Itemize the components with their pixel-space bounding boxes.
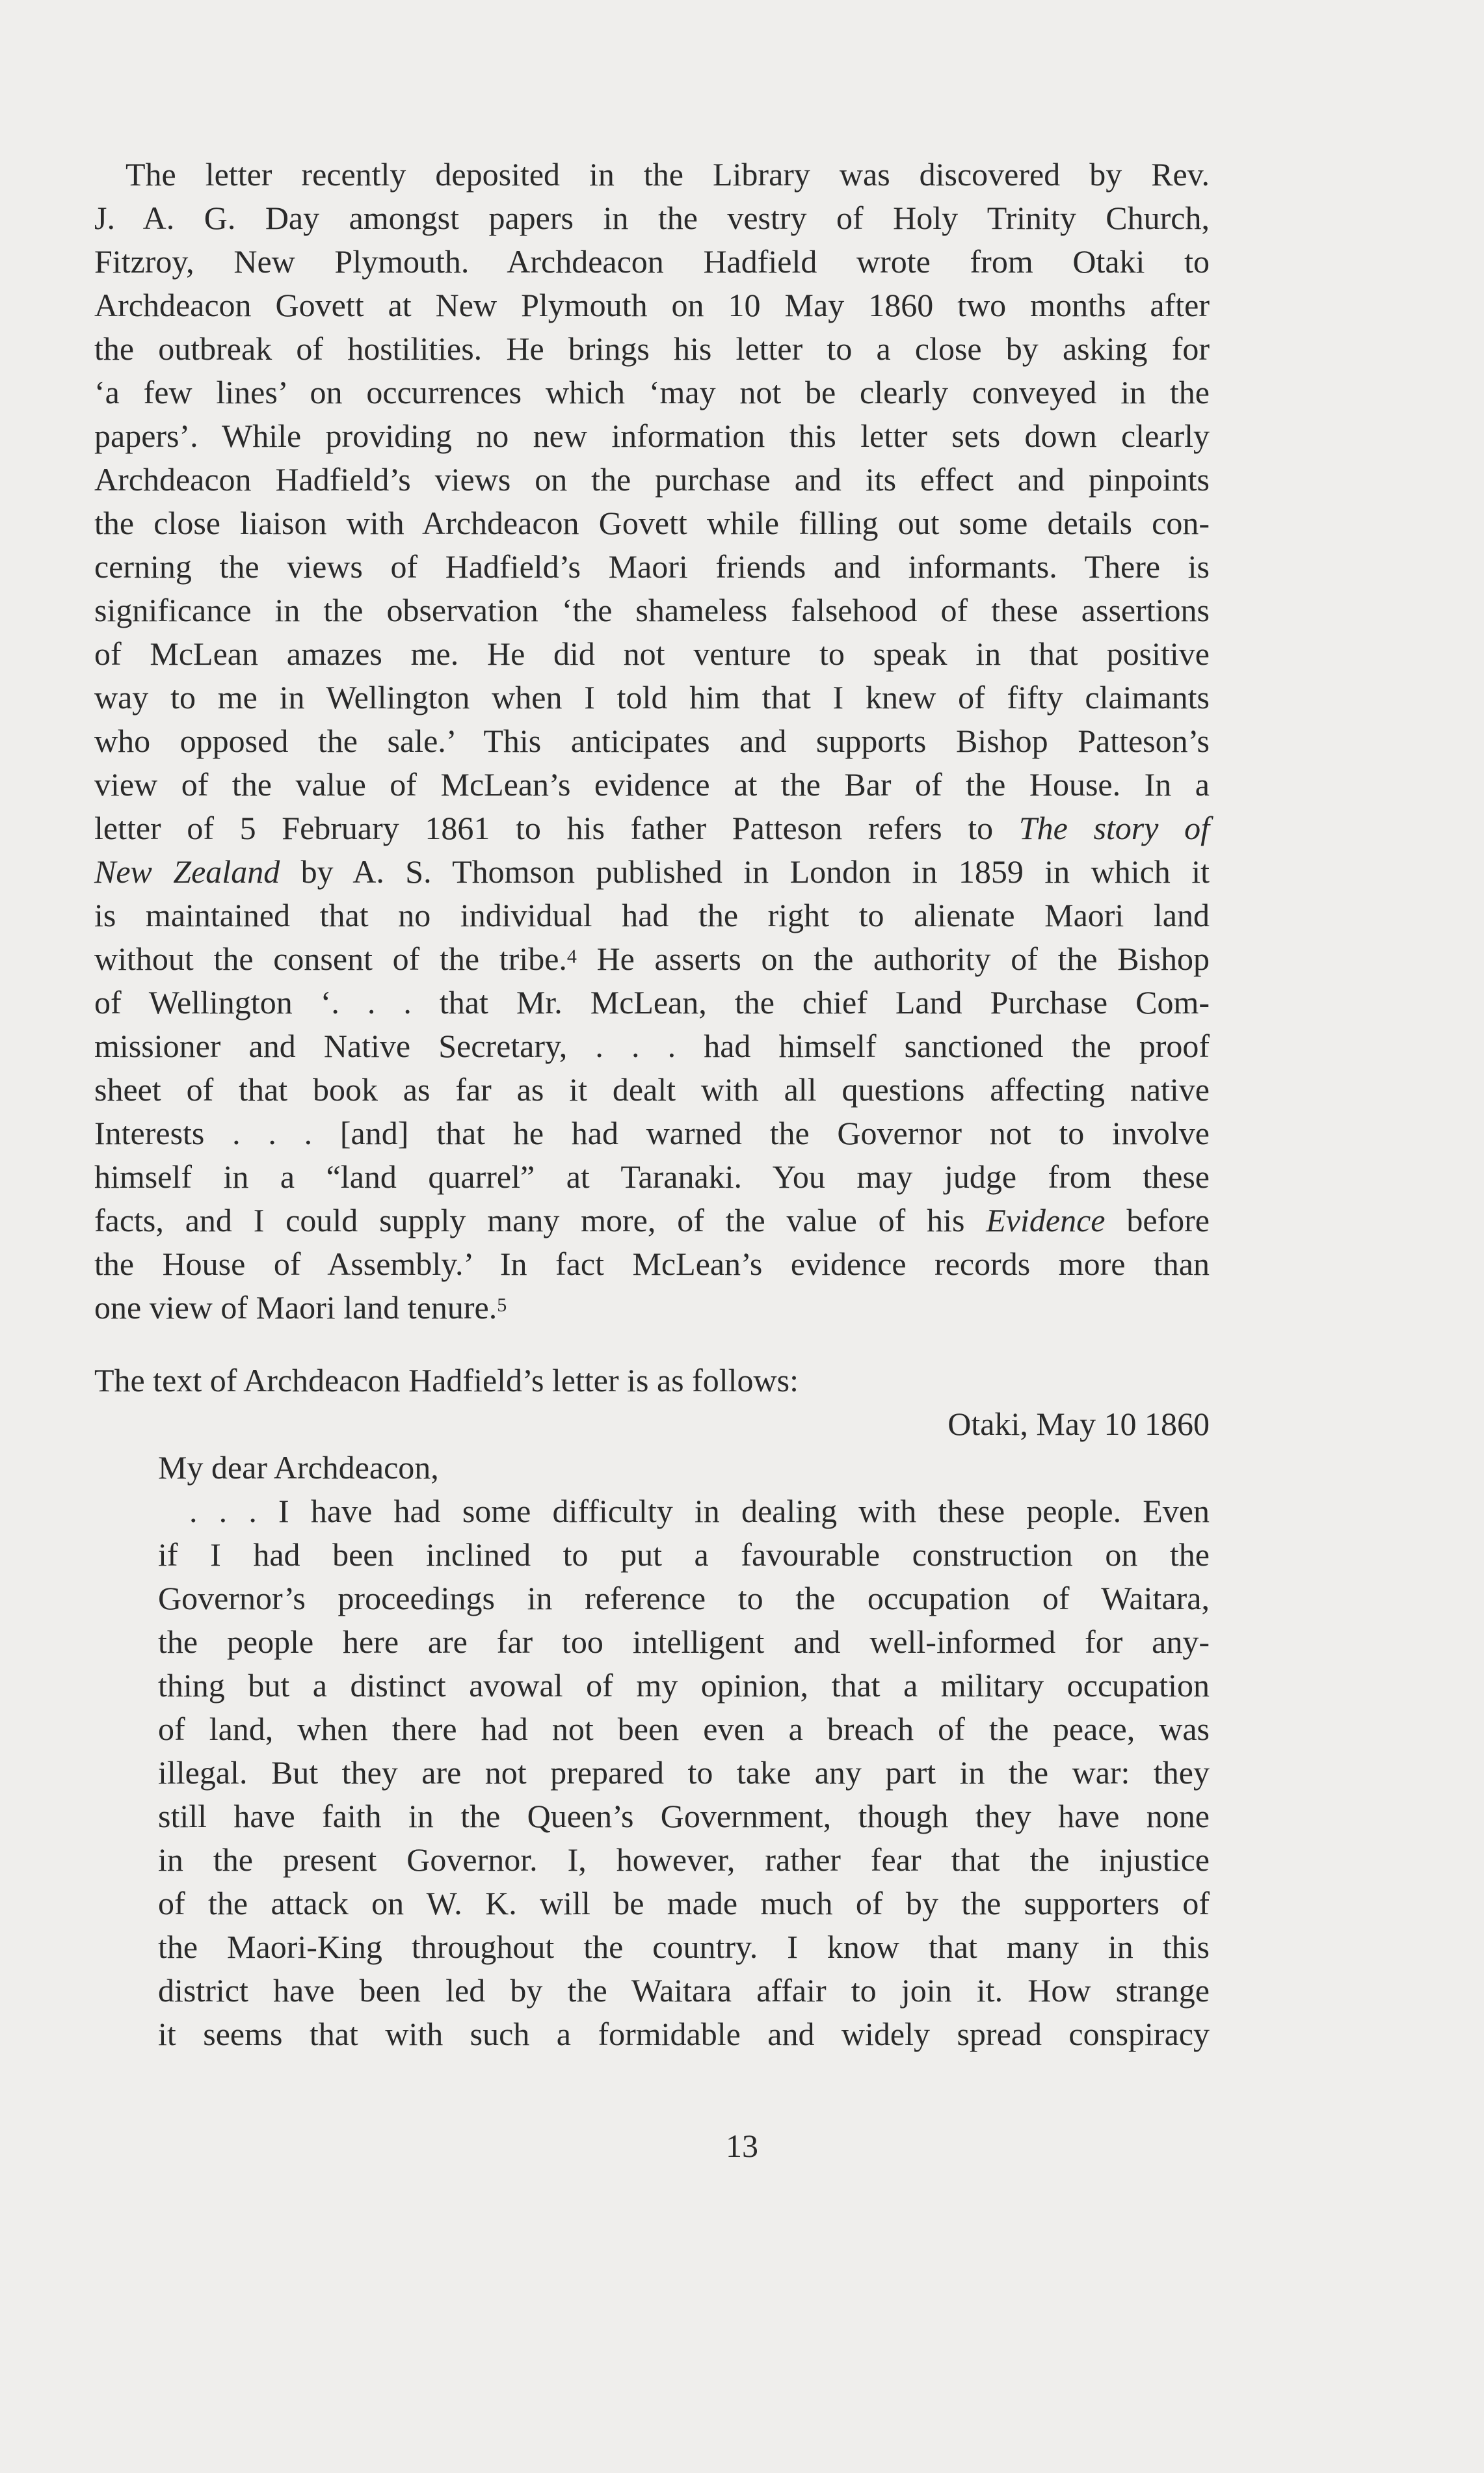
text-line: of the attack on W. K. will be made much of by the supporters of <box>158 1885 1210 1921</box>
text-line: the Maori-King throughout the country. I know that many in this <box>158 1929 1210 1965</box>
text-run: letter of 5 February 1861 to his father Patteson refers to <box>94 810 1019 846</box>
text-line <box>94 1199 1210 1242</box>
text-line: is maintained that no individual had the right to alienate Maori land <box>94 897 1210 933</box>
text-line: who opposed the sale.’ This anticipates and supports Bishop Patteson’s <box>94 723 1210 759</box>
text-line: Archdeacon Hadfield’s views on the purchase and its effect and pinpoints <box>94 461 1210 498</box>
text-run: before <box>1105 1202 1210 1238</box>
text-line <box>94 850 1210 894</box>
text-line: Fitzroy, New Plymouth. Archdeacon Hadfield wrote from Otaki to <box>94 243 1210 280</box>
text-line: the close liaison with Archdeacon Govett while filling out some details con- <box>94 505 1210 541</box>
text-line: of McLean amazes me. He did not venture to speak in that positive <box>94 635 1210 672</box>
text-run: by A. S. Thomson published in London in 1859 in which it <box>280 853 1210 890</box>
page-number: 13 <box>726 2128 758 2164</box>
text-line: Governor’s proceedings in reference to the occupation of Waitara, <box>158 1580 1210 1616</box>
text-line: The letter recently deposited in the Library was discovered by Rev. <box>126 156 1210 193</box>
text-run: facts, and I could supply many more, of the value of his <box>94 1202 987 1238</box>
text-line <box>94 937 1210 981</box>
text-run: without the consent of the tribe. <box>94 941 567 977</box>
emphasis: Evidence <box>986 1202 1106 1238</box>
text-line: ‘a few lines’ on occurrences which ‘may not be clearly conveyed in the <box>94 374 1210 410</box>
main-paragraph <box>94 153 1210 1330</box>
text-line: himself in a “land quarrel” at Taranaki. You may judge from these <box>94 1158 1210 1195</box>
text-line: still have faith in the Queen’s Government, though they have none <box>158 1798 1210 1834</box>
letter-body <box>158 1446 1210 2056</box>
text-line: missioner and Native Secretary, . . . had himself sanctioned the proof <box>94 1028 1210 1064</box>
text-run: one view of Maori land tenure. <box>94 1289 497 1326</box>
footnote-ref[interactable]: 4 <box>566 946 577 967</box>
text-line: J. A. G. Day amongst papers in the vestry of Holy Trinity Church, <box>94 200 1210 236</box>
text-line: it seems that with such a formidable and widely spread conspiracy <box>158 2016 1210 2052</box>
text-line <box>94 807 1210 850</box>
text-line: papers’. While providing no new information this letter sets down clearly <box>94 418 1210 454</box>
text-line: way to me in Wellington when I told him that I knew of fifty claimants <box>94 679 1210 715</box>
letter-salutation: My dear Archdeacon, <box>158 1449 439 1486</box>
text-line: if I had been inclined to put a favourable construction on the <box>158 1536 1210 1573</box>
text-line: the outbreak of hostilities. He brings his letter to a close by asking for <box>94 330 1210 367</box>
text-line: cerning the views of Hadfield’s Maori friends and informants. There is <box>94 548 1210 585</box>
text-line: Interests . . . [and] that he had warned the Governor not to involve <box>94 1115 1210 1151</box>
footnote-ref[interactable]: 5 <box>497 1294 507 1316</box>
intro-line: The text of Archdeacon Hadfield’s letter is as follows: <box>94 1362 799 1398</box>
text-line: thing but a distinct avowal of my opinion, that a military occupation <box>158 1667 1210 1704</box>
page-body <box>94 153 1210 2056</box>
text-line: district have been led by the Waitara affair to join it. How strange <box>158 1972 1210 2009</box>
text-line: of Wellington ‘. . . that Mr. McLean, the chief Land Purchase Com- <box>94 984 1210 1021</box>
text-line: the House of Assembly.’ In fact McLean’s evidence records more than <box>94 1246 1210 1282</box>
text-line <box>94 1286 1210 1330</box>
text-line: the people here are far too intelligent and well-informed for any- <box>158 1624 1210 1660</box>
text-line: sheet of that book as far as it dealt with all questions affecting native <box>94 1071 1210 1108</box>
letter-paragraph <box>158 1490 1210 2056</box>
text-line: view of the value of McLean’s evidence at the Bar of the House. In a <box>94 766 1210 803</box>
book-title: The story of <box>1018 810 1210 846</box>
text-run: He asserts on the authority of the Bishop <box>576 941 1210 977</box>
book-title: New Zealand <box>94 853 280 890</box>
letter-date: Otaki, May 10 1860 <box>947 1406 1210 1442</box>
text-line: in the present Governor. I, however, rather fear that the injustice <box>158 1841 1210 1878</box>
text-line: of land, when there had not been even a breach of the peace, was <box>158 1711 1210 1747</box>
text-line: . . . I have had some difficulty in dealing with these people. Even <box>189 1493 1210 1529</box>
text-line: Archdeacon Govett at New Plymouth on 10 May 1860 two months after <box>94 287 1210 323</box>
text-line: significance in the observation ‘the shameless falsehood of these assertions <box>94 592 1210 628</box>
text-line: illegal. But they are not prepared to take any part in the war: they <box>158 1754 1210 1791</box>
